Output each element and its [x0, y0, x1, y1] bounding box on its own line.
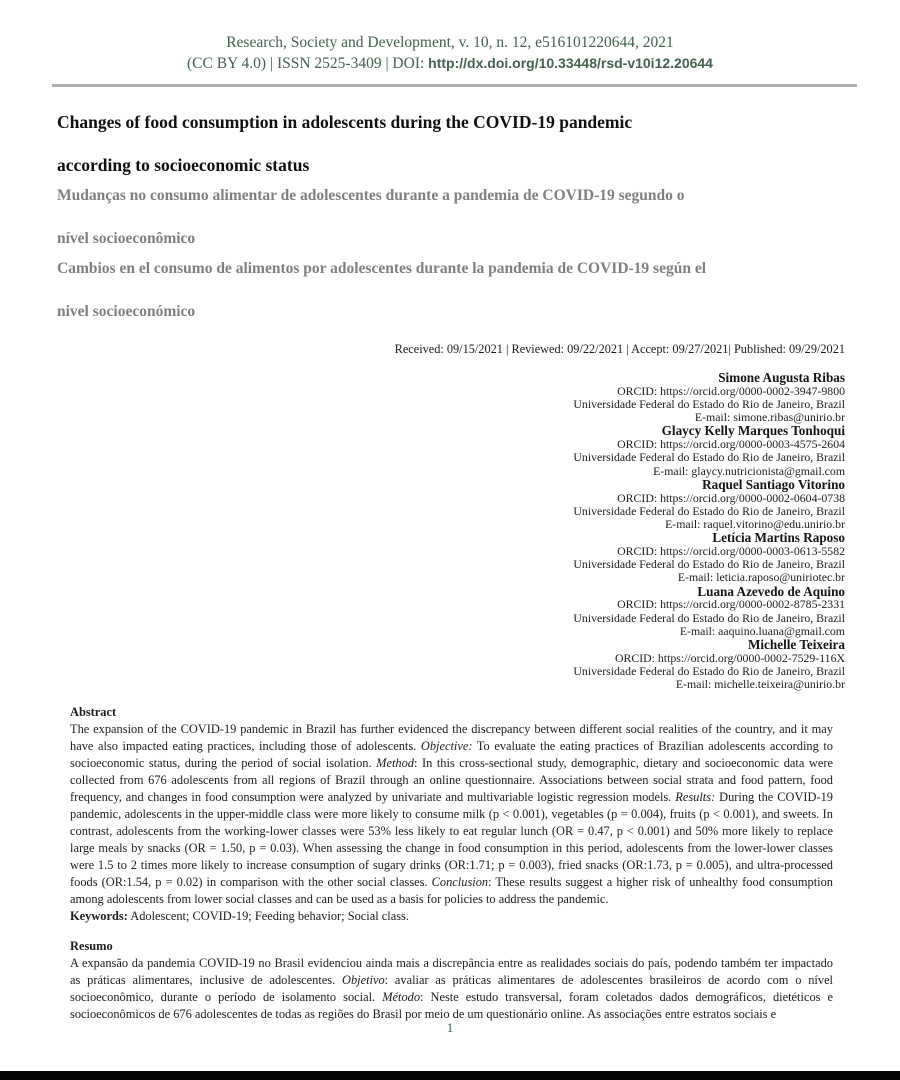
- paper-title-english-line2: according to socioeconomic status: [57, 155, 310, 175]
- resumo-section: [70, 938, 833, 1023]
- keywords-line: [70, 908, 833, 925]
- submission-dates: Received: 09/15/2021 | Reviewed: 09/22/2021 | Accept: 09/27/2021| Published: 09/29/2021: [394, 342, 845, 356]
- text-run: To evaluate the eating practices of Brazilian adolescents according to socioeconomic status, during the period of social isolation.: [70, 739, 834, 771]
- paper-title-portuguese-line1: Mudanças no consumo alimentar de adolescentes durante a pandemia de COVID-19 segundo o: [57, 187, 685, 204]
- viewer-bottom-bar: [0, 1071, 900, 1080]
- author-entry: [0, 585, 845, 638]
- text-run: : In this cross-sectional study, demographic, dietary and socioeconomic data were collected from 676 adolescents from all regions of Brazil through an online questionnaire. Associations between social strata and food pattern, food frequency, and changes in food consumption were analyzed by univariate and multivariable logistic regression models.: [70, 756, 833, 805]
- text-run: : avaliar as práticas alimentares de adolescentes brasileiros de acordo com o nível socioeconômico, durante o período de isolamento social.: [70, 973, 834, 1005]
- page-number: 1: [446, 1020, 454, 1035]
- text-run: During the COVID-19 pandemic, adolescents in the upper-middle class were more likely to consume milk (p < 0.001), vegetables (p = 0.004), fruits (p < 0.001), and sweets. In contrast, adolescents from the working-lower classes were 53% less likely to eat regular lunch (OR = 0.47, p < 0.001) and 50% more likely to replace large meals by snacks (OR = 1.50, p = 0.03). When assessing the change in food consumption in this period, adolescents from the lower-lower classes were 1.5 to 2 times more likely to increase consumption of sugary drinks (OR:1.71; p = 0.003), fried snacks (OR:1.73, p = 0.005), and ultra-processed foods (OR:1.54, p = 0.02) in comparison with the other social classes.: [70, 790, 833, 890]
- abstract-section: [70, 704, 833, 925]
- text-run: : These results suggest a higher risk of unhealthy food consumption among adolescents from lower social classes and can be used as a basis for policies to address the pandemic.: [70, 875, 833, 907]
- author-email-link[interactable]: E-mail: leticia.raposo@uniriotec.br: [677, 570, 845, 585]
- italic-run: Conclusion: [431, 875, 489, 890]
- paper-title-spanish: [57, 247, 840, 333]
- author-orcid-link[interactable]: ORCID: https://orcid.org/0000-0002-0604-0738: [617, 490, 845, 505]
- paper-title-spanish-line1: Cambios en el consumo de alimentos por adolescentes durante la pandemia de COVID-19 según el: [57, 260, 707, 277]
- author-orcid-link[interactable]: ORCID: https://orcid.org/0000-0002-3947-9800: [617, 383, 845, 398]
- author-name: Luana Azevedo de Aquino: [697, 583, 845, 599]
- author-email-link[interactable]: E-mail: raquel.vitorino@edu.unirio.br: [665, 517, 845, 532]
- author-orcid-link[interactable]: ORCID: https://orcid.org/0000-0003-4575-2604: [617, 437, 845, 452]
- italic-run: Método: [382, 990, 421, 1005]
- author-affiliation: Universidade Federal do Estado do Rio de Janeiro, Brazil: [573, 557, 845, 572]
- doi-link[interactable]: http://dx.doi.org/10.33448/rsd-v10i12.20644: [428, 55, 713, 71]
- abstract-text: [70, 721, 833, 908]
- author-affiliation: Universidade Federal do Estado do Rio de Janeiro, Brazil: [573, 450, 845, 465]
- author-email-link[interactable]: E-mail: michelle.teixeira@unirio.br: [675, 677, 845, 692]
- authors-block: [0, 371, 845, 691]
- author-orcid-link[interactable]: ORCID: https://orcid.org/0000-0003-0613-5582: [617, 544, 845, 559]
- author-affiliation: Universidade Federal do Estado do Rio de Janeiro, Brazil: [573, 397, 845, 411]
- resumo-heading: Resumo: [70, 939, 113, 954]
- author-name: Glaycy Kelly Marques Tonhoqui: [661, 423, 845, 439]
- author-affiliation: Universidade Federal do Estado do Rio de Janeiro, Brazil: [573, 503, 845, 518]
- paper-title-english-line1: Changes of food consumption in adolescents during the COVID-19 pandemic: [57, 112, 633, 132]
- text-run: The expansion of the COVID-19 pandemic in Brazil has further evidenced the discrepancy between different social realities of the country, and it may have also impacted eating practices, including those of adolescents.: [70, 722, 833, 754]
- author-orcid-link[interactable]: ORCID: https://orcid.org/0000-0002-8785-2331: [617, 597, 845, 612]
- author-email-link[interactable]: E-mail: simone.ribas@unirio.br: [694, 410, 845, 425]
- author-name: Simone Augusta Ribas: [718, 370, 845, 385]
- resumo-text: [70, 955, 833, 1023]
- abstract-heading: Abstract: [70, 705, 117, 720]
- text-run: A expansão da pandemia COVID-19 no Brasil evidenciou ainda mais a discrepância entre as realidades sociais do país, podendo também ter impactado as práticas alimentares, inclusive de adolescentes.: [70, 956, 833, 988]
- journal-header-line2: [0, 53, 900, 74]
- italic-run: Method: [376, 756, 414, 771]
- journal-issn-cc-text: (CC BY 4.0) | ISSN 2525-3409 | DOI:: [187, 55, 429, 72]
- author-email-link[interactable]: E-mail: aaquino.luana@gmail.com: [679, 623, 845, 638]
- author-entry: [0, 424, 845, 477]
- paper-title-spanish-line2: nivel socioeconómico: [57, 303, 196, 320]
- author-name: Raquel Santiago Vitorino: [702, 476, 845, 492]
- author-name: Michelle Teixeira: [747, 637, 845, 653]
- author-email-link[interactable]: E-mail: glaycy.nutricionista@gmail.com: [653, 463, 845, 478]
- journal-header: [0, 0, 900, 74]
- italic-run: Objetivo: [342, 973, 385, 988]
- italic-run: Results:: [675, 790, 716, 805]
- author-affiliation: Universidade Federal do Estado do Rio de Janeiro, Brazil: [573, 610, 845, 625]
- author-entry: [0, 531, 845, 584]
- author-entry: [0, 638, 845, 691]
- titles-block: [57, 101, 840, 333]
- paper-title-portuguese-line2: nível socioeconômico: [57, 230, 196, 247]
- author-orcid-link[interactable]: ORCID: https://orcid.org/0000-0002-7529-116X: [614, 650, 845, 665]
- keywords-label: Keywords:: [70, 909, 128, 924]
- author-entry: [0, 478, 845, 531]
- header-divider: [52, 84, 857, 87]
- keywords-text: Adolescent; COVID-19; Feeding behavior; Social class.: [127, 909, 409, 924]
- author-entry: [0, 371, 845, 424]
- author-affiliation: Universidade Federal do Estado do Rio de Janeiro, Brazil: [573, 664, 845, 679]
- author-name: Letícia Martins Raposo: [712, 530, 845, 546]
- journal-header-line1: Research, Society and Development, v. 10, n. 12, e516101220644, 2021: [226, 34, 674, 51]
- italic-run: Objective:: [420, 739, 473, 754]
- text-run: : Neste estudo transversal, foram coletados dados demográficos, dietéticos e socioeconômicos de 676 adolescentes de todas as regiões do Brasil por meio de um questionário online. As associações entre estratos sociais e: [70, 990, 834, 1022]
